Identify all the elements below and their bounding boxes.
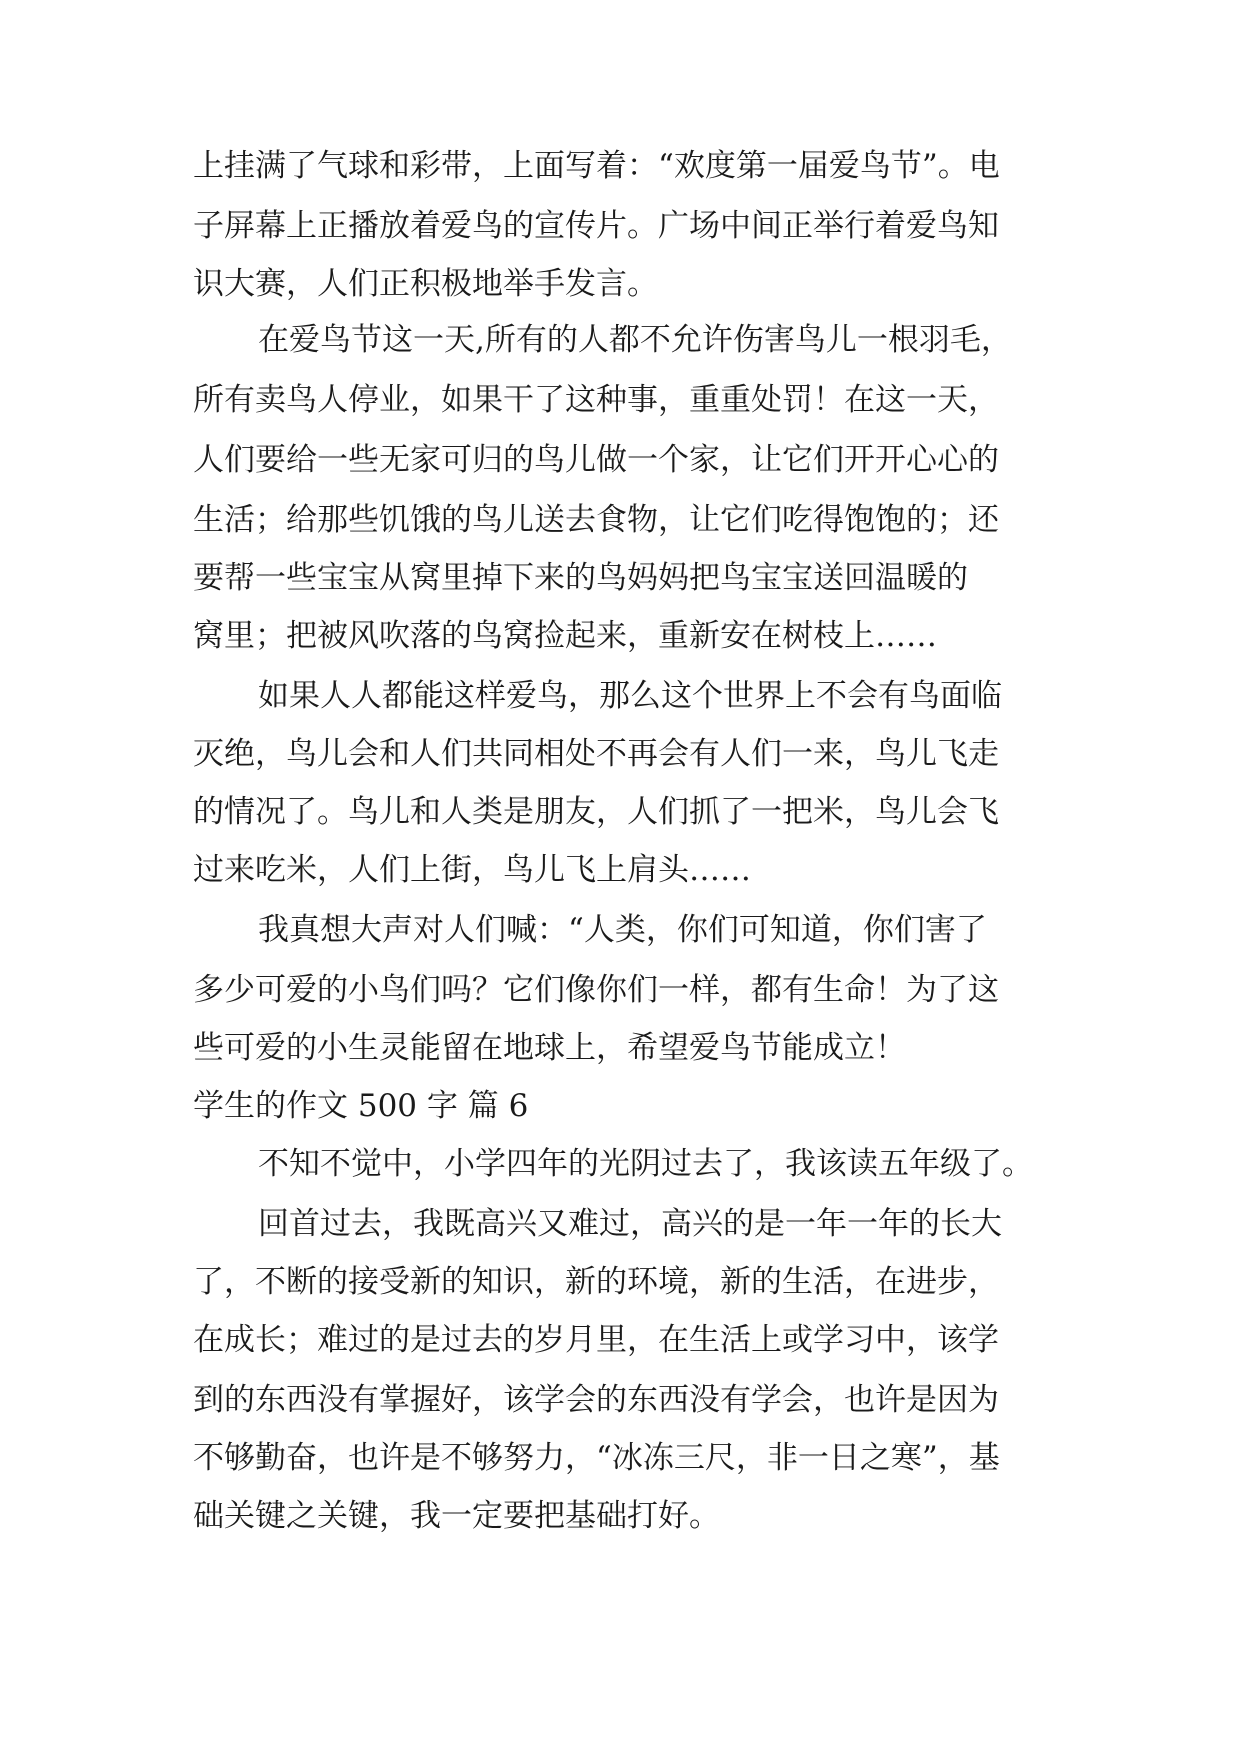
paragraph-line: 要帮一些宝宝从窝里掉下来的鸟妈妈把鸟宝宝送回温暖的: [193, 560, 968, 596]
paragraph-line: 了，不断的接受新的知识，新的环境，新的生活，在进步，: [193, 1264, 999, 1300]
essay-heading: 学生的作文 500 字 篇 6: [193, 1088, 529, 1124]
paragraph-line: 子屏幕上正播放着爱鸟的宣传片。广场中间正举行着爱鸟知: [193, 208, 999, 244]
paragraph-line: 础关键之关键，我一定要把基础打好。: [193, 1498, 720, 1534]
paragraph-line: 在成长；难过的是过去的岁月里，在生活上或学习中，该学: [193, 1322, 999, 1358]
paragraph-line: 些可爱的小生灵能留在地球上，希望爱鸟节能成立！: [193, 1030, 906, 1066]
paragraph-line: 在爱鸟节这一天,所有的人都不允许伤害鸟儿一根羽毛，: [258, 322, 1012, 358]
paragraph-line: 的情况了。鸟儿和人类是朋友，人们抓了一把米，鸟儿会飞: [193, 794, 999, 830]
paragraph-line: 灭绝，鸟儿会和人们共同相处不再会有人们一来，鸟儿飞走: [193, 736, 999, 772]
paragraph-line: 如果人人都能这样爱鸟，那么这个世界上不会有鸟面临: [258, 678, 1002, 714]
paragraph-line: 不够勤奋，也许是不够努力，“冰冻三尺，非一日之寒”，基: [193, 1440, 1000, 1476]
paragraph-line: 过来吃米，人们上街，鸟儿飞上肩头……: [193, 852, 751, 888]
paragraph-line: 人们要给一些无家可归的鸟儿做一个家，让它们开开心心的: [193, 442, 999, 478]
paragraph-line: 识大赛，人们正积极地举手发言。: [193, 266, 658, 302]
paragraph-line: 窝里；把被风吹落的鸟窝捡起来，重新安在树枝上……: [193, 618, 937, 654]
paragraph-line: 多少可爱的小鸟们吗？它们像你们一样，都有生命！为了这: [193, 972, 999, 1008]
paragraph-line: 所有卖鸟人停业，如果干了这种事，重重处罚！在这一天，: [193, 382, 999, 418]
paragraph-line: 上挂满了气球和彩带，上面写着：“欢度第一届爱鸟节”。电: [193, 148, 1000, 184]
paragraph-line: 生活；给那些饥饿的鸟儿送去食物，让它们吃得饱饱的；还: [193, 502, 999, 538]
paragraph-line: 我真想大声对人们喊：“人类，你们可知道，你们害了: [258, 912, 987, 948]
paragraph-line: 不知不觉中，小学四年的光阴过去了，我该读五年级了。: [258, 1146, 1033, 1182]
paragraph-line: 回首过去，我既高兴又难过，高兴的是一年一年的长大: [258, 1206, 1002, 1242]
paragraph-line: 到的东西没有掌握好，该学会的东西没有学会，也许是因为: [193, 1382, 999, 1418]
